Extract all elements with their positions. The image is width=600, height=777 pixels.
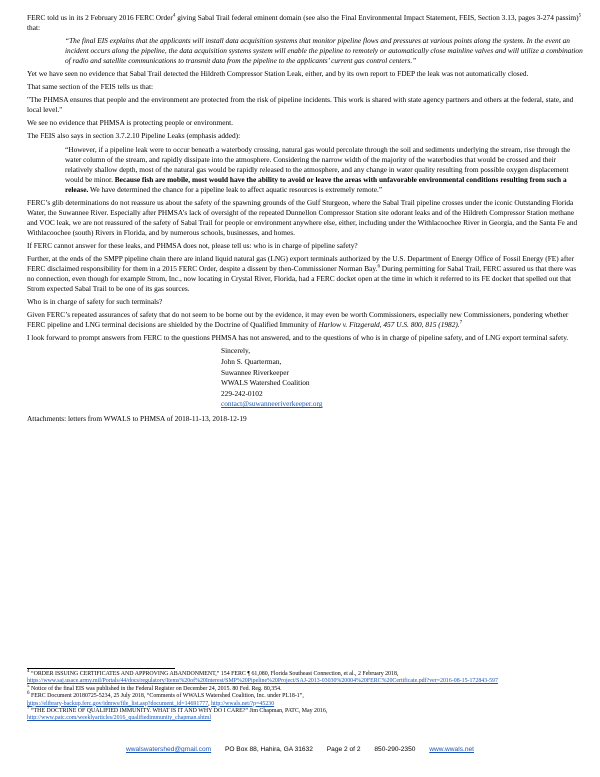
footnote-6 (27, 693, 579, 708)
footnote-number: 5 (27, 683, 30, 689)
text: “However, if a pipeline leak were to occur beneath a waterbody crossing, natural gas would percolate through the soil and sediments underlying the stream, rise through the water column of the stream, and rapidly dissipate into the atmosphere. Considering the narrow width of the majority of the waterbodies that would be crossed and their relatively shallow depth, most of the natural gas would be rapidly released to the atmosphere, and any change in water quality resulting from possible oxygen displacement would be minor. (65, 144, 571, 184)
footnote-link[interactable]: https://elibrary-backup.ferc.gov/idmws/file_list.asp?document_id=14691777 (27, 700, 209, 707)
signature-title: Suwannee Riverkeeper (221, 367, 289, 377)
text: that: (27, 23, 41, 33)
text: Given FERC’s repeated assurances of safety that do not seem to be borne out by the evidence, it may even be worth Commissioners, especially new Commissioners, pondering whether FERC pipeline and LNG terminal decisions are shielded by the Doctrine of Qualified Immunity of (27, 310, 569, 330)
footnotes (27, 671, 579, 723)
footnote-ref[interactable]: 7 (459, 320, 463, 326)
paragraph-ferc-order (27, 13, 583, 33)
footnote-4 (27, 671, 579, 686)
footnote-7 (27, 708, 579, 723)
footer-website-link[interactable]: www.wwals.net (429, 746, 474, 753)
signature-block (221, 346, 583, 410)
signature-phone: 229-242-0102 (221, 388, 263, 398)
footnote-link[interactable]: http://wwals.net/?p=45230 (211, 700, 275, 707)
text: Further, at the ends of the SMPP pipeline chain there are inland liquid natural gas (LNG) export terminals authorized by the U.S. Department of Energy Office of Fossil Energy (FE) after FERC disclaimed responsibility for them in a 2015 FERC Order, despite a dissent by then-Commissioner Norman Bay. (27, 253, 575, 274)
footnote-text: Notice of the final EIS was published in the Federal Register on December 24, 2015. 80 Fed. Reg. 80,354. (29, 685, 282, 692)
emphasis-text: Because fish are mobile, most would have the ability to avoid or leave the areas with unfavorable environmental conditions resulting from such a release. (65, 174, 567, 194)
footnote-divider (27, 668, 175, 669)
paragraph-terminal-safety: Who is in charge of safety for such terminals? (27, 297, 163, 307)
paragraph-no-evidence: Yet we have seen no evidence that Sabal Trail detected the Hildreth Compressor Station Leak, either, and by its own report to FDEP the leak was not automatically closed. (27, 69, 529, 79)
footer-email-link[interactable]: wwalswatershed@gmail.com (125, 746, 212, 753)
separator: , (208, 700, 212, 707)
quote-pipeline-leak (65, 145, 583, 195)
footnote-text: FERC Document 20180725-5234, 25 July 2018, “Comments of WWALS Watershed Coalition, Inc. under PL18-1”, (29, 693, 304, 700)
text: We have determined the chance for a pipeline leak to affect aquatic resources is extremely remote.” (88, 184, 383, 194)
text: giving Sabal Trail federal eminent domain (see also the Final Environmental Impact Statement, FEIS, Section 3.13, pages 3-274 passim) (175, 13, 579, 22)
paragraph-glib-determinations: FERC’s glib determinations do not reassure us about the safety of the spawning grounds of the Gulf Sturgeon, where the Sabal Trail pipeline crosses under the iconic Outstanding Florida Water, the Suwannee River. Especially after PHMSA’s lack of oversight of the repeated Dunnellon Compressor Station site odorant leaks and of the Hildreth Compressor Station methane and VOC leak, we are not reassured of the safety of Sabal Trail for people or environment anywhere else, either, including under the Withlacoochee River in Georgia, and the Santa Fe and Withlacoochee (south) Rivers in Florida, and by numerous schools, businesses, and homes. (27, 197, 578, 237)
footnote-ref[interactable]: 6 (377, 264, 380, 270)
footer-phone: 850-290-2350 (374, 746, 416, 753)
footnote-number: 7 (27, 706, 30, 712)
paragraph-who-in-charge: If FERC cannot answer for these leaks, and PHMSA does not, please tell us: who is in charge of pipeline safety? (27, 240, 358, 250)
text: During permitting for Sabal Trail, FERC assured us that there was no connection, even though for example Strom, Inc., now locating in Crystal River, Florida, had a FERC docket open at the time in which it referred to its FE docket that spelled out that Strom expected Sabal Trail to be one of its gas sources. (27, 264, 577, 294)
footnote-ref[interactable]: 5 (578, 13, 582, 19)
signature-closing: Sincerely, (221, 346, 251, 356)
paragraph-pipeline-leaks: The FEIS also says in section 3.7.2.10 Pipeline Leaks (emphasis added): (27, 131, 241, 141)
footnote-link[interactable]: https://www.saj.usace.army.mil/Portals/44/docs/regulatory/Items%20of%20Interest/SMP%20Pipeline%20Project/SAJ-2013-03030%20004%20FERC%20Certificate.pdf?ver=2016-08-15-172843-597 (27, 678, 498, 685)
signature-org: WWALS Watershed Coalition (221, 378, 310, 388)
paragraph-phmsa-evidence: We see no evidence that PHMSA is protecting people or environment. (27, 118, 234, 128)
footnote-number: 4 (27, 669, 30, 675)
footnote-number: 6 (27, 691, 30, 697)
footnote-text: “THE DOCTRINE OF QUALIFIED IMMUNITY. WHAT IS IT AND WHY DO I CARE?” Jim Chapman, PATC, May 2016, (29, 708, 328, 715)
paragraph-phmsa-quote: "The PHMSA ensures that people and the environment are protected from the risk of pipeline incidents. This work is shared with state agency partners and others at the federal, state, and local level." (27, 95, 574, 115)
footer-address: PO Box 88, Hahira, GA 31632 (224, 746, 313, 753)
footnote-ref[interactable]: 4 (172, 13, 176, 19)
text: FERC told us in its 2 February 2016 FERC Order (27, 13, 173, 22)
paragraph-closing-request: I look forward to prompt answers from FERC to the questions PHMSA has not answered, and to the questions of who is in charge of pipeline safety, and of LNG export terminal safety. (27, 333, 569, 343)
quote-eis: “The final EIS explains that the applicants will install data acquisition systems that monitor pipeline flows and pressures at various points along the system. In the event an incident occurs along the pipeline, the data acquisition systems system will enable the pipeline to remotely or automatically close mainline valves and will utilize a combination of radio and satellite communications to transmit data from the pipeline to the applicants’ current gas control centers.” (65, 36, 583, 66)
footnote-text: “ORDER ISSUING CERTIFICATES AND APPROVING ABANDONMENT,” 154 FERC ¶ 61,080, Florida Southeast Connection, et al., 2 February 2018, (29, 671, 399, 677)
letter-body (27, 13, 583, 427)
attachments-line: Attachments: letters from WWALS to PHMSA of 2018-11-13, 2018-12-19 (27, 413, 247, 423)
page-footer (0, 746, 600, 753)
paragraph-lng-terminals (27, 254, 583, 294)
footnote-link[interactable]: http://www.patc.com/weeklyarticles/2016_qualifiedimmunity_chapman.shtml (27, 715, 211, 722)
footer-page-number: Page 2 of 2 (326, 746, 361, 753)
signature-name: John S. Quarterman, (221, 356, 282, 366)
signature-email-link[interactable]: contact@suwanneeriverkeeper.org (221, 399, 323, 409)
paragraph-qualified-immunity (27, 310, 583, 330)
case-citation: Harlow v. Fitzgerald, 457 U.S. 800, 815 (1982). (318, 320, 460, 330)
paragraph-feis-section: That same section of the FEIS tells us that: (27, 82, 154, 92)
